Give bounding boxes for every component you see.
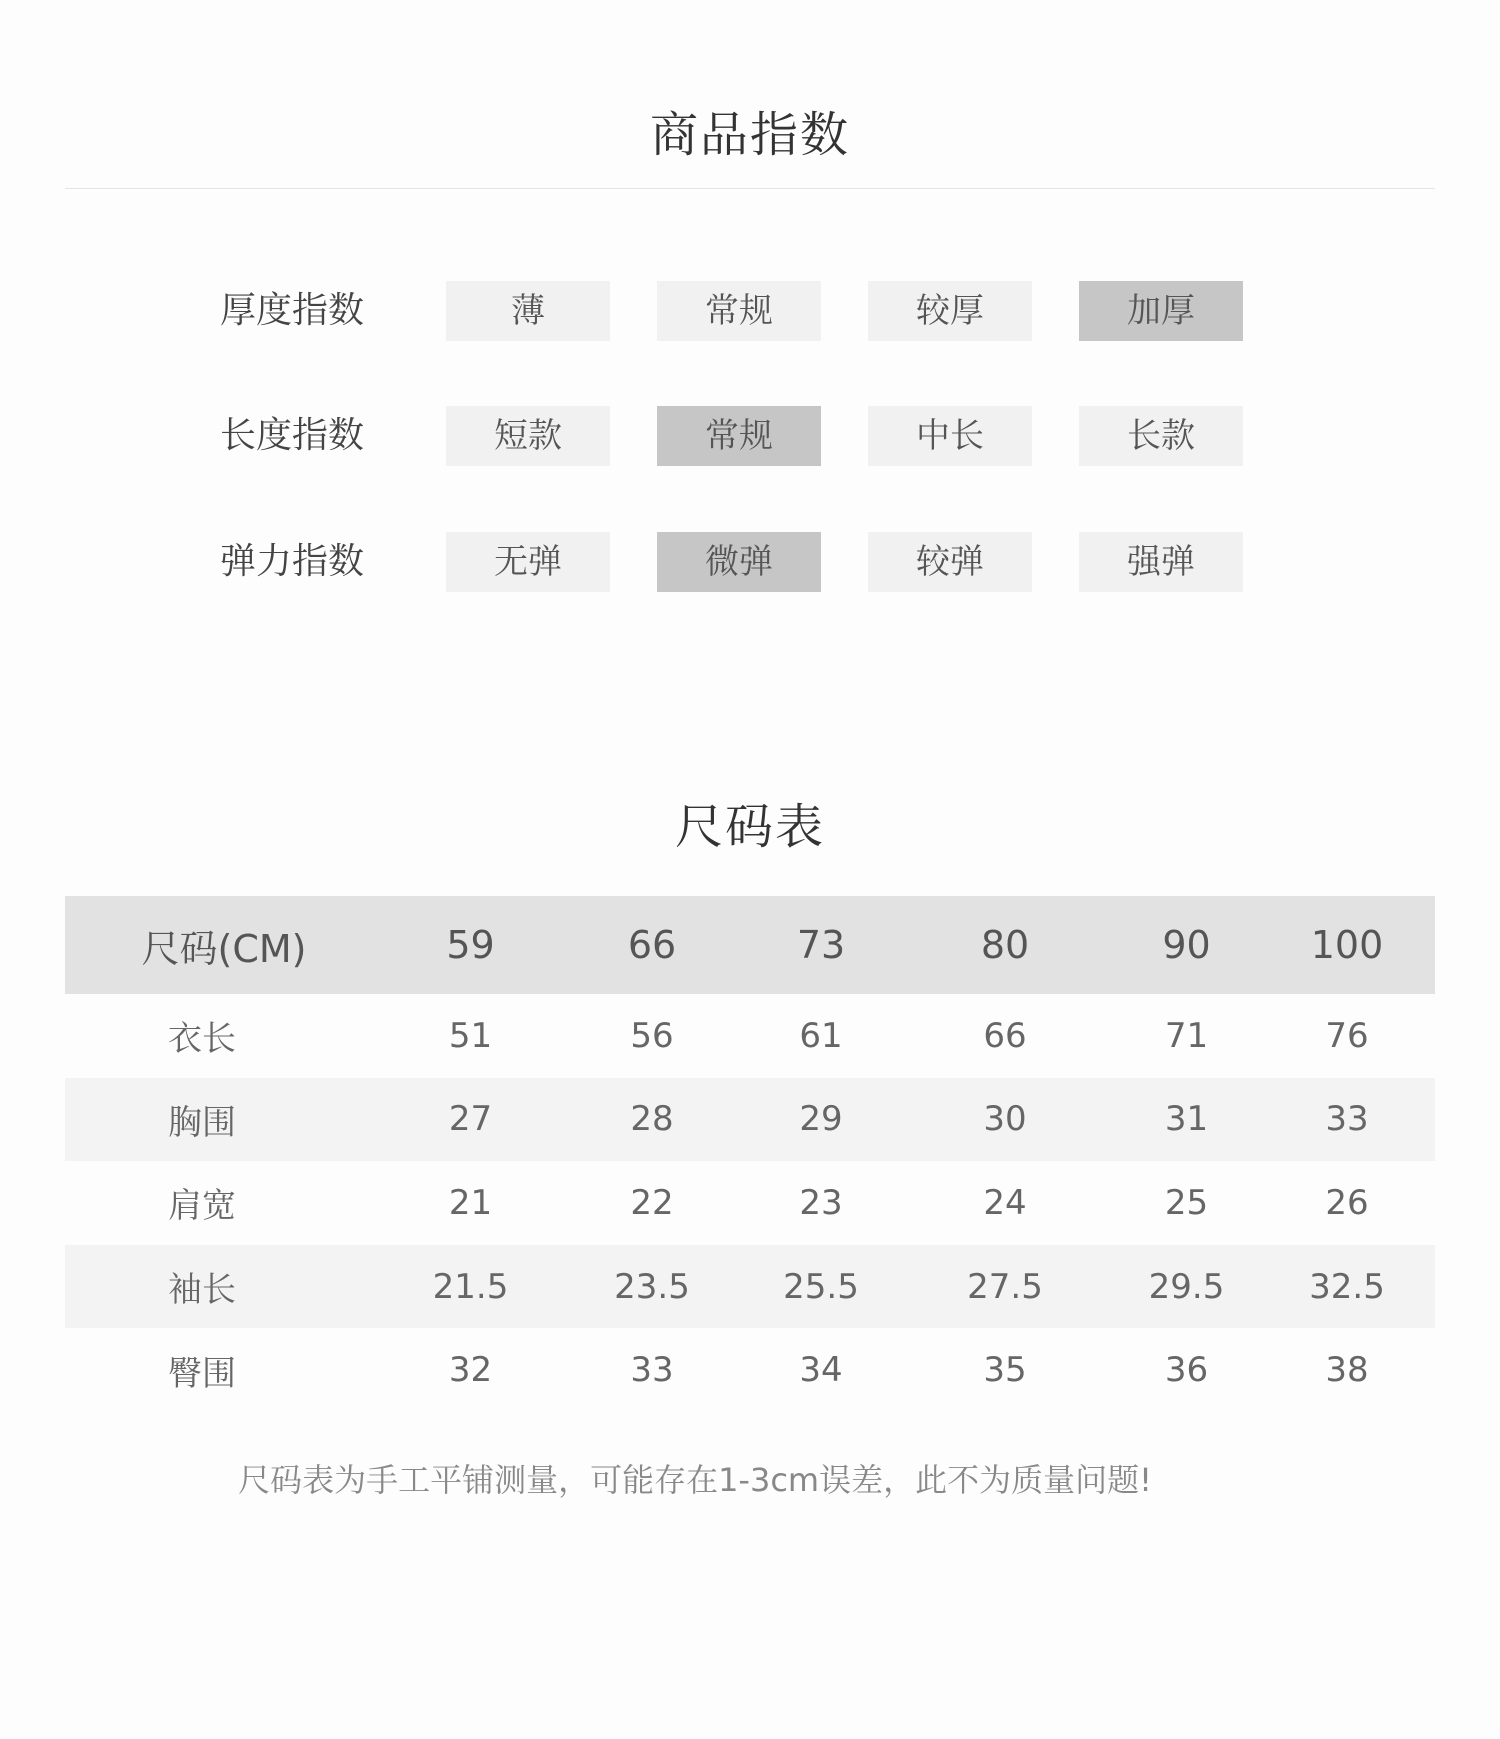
table-cell: 22 <box>630 1182 674 1223</box>
length-option-mid: 中长 <box>868 406 1032 466</box>
table-cell: 33 <box>630 1350 674 1391</box>
thickness-index-row <box>0 281 1500 341</box>
table-row <box>65 1245 1435 1329</box>
table-cell: 31 <box>1164 1099 1209 1140</box>
table-cell: 71 <box>1164 1015 1209 1056</box>
table-cell: 29 <box>799 1099 843 1140</box>
measure-label: 袖长 <box>168 1270 236 1311</box>
elasticity-option-slight: 微弹 <box>657 532 821 592</box>
table-cell: 35 <box>983 1350 1027 1391</box>
table-cell: 25 <box>1164 1182 1209 1223</box>
length-option-long: 长款 <box>1079 406 1243 466</box>
table-cell: 32.5 <box>1309 1266 1385 1307</box>
table-cell: 23.5 <box>614 1266 690 1307</box>
elasticity-option-moderate: 较弹 <box>868 532 1032 592</box>
table-cell: 66 <box>983 1015 1027 1056</box>
size-chart-table <box>65 896 1435 1412</box>
table-cell: 29.5 <box>1148 1266 1225 1307</box>
length-index-row <box>0 406 1500 466</box>
table-cell: 24 <box>983 1182 1027 1223</box>
table-cell: 51 <box>448 1015 493 1056</box>
table-cell: 23 <box>799 1182 843 1223</box>
table-cell: 30 <box>983 1099 1027 1140</box>
elasticity-index-row <box>0 532 1500 592</box>
measurement-note: 尺码表为手工平铺测量，可能存在1-3cm误差，此不为质量问题! <box>238 1461 1152 1499</box>
table-cell: 36 <box>1164 1350 1209 1391</box>
thickness-option-thin: 薄 <box>446 281 610 341</box>
thickness-option-regular: 常规 <box>657 281 821 341</box>
elasticity-index-label: 弹力指数 <box>220 541 365 582</box>
measure-label: 胸围 <box>168 1102 236 1143</box>
length-option-regular: 常规 <box>657 406 821 466</box>
size-header-cell: 100 <box>1310 923 1384 967</box>
measure-label: 肩宽 <box>168 1186 236 1227</box>
elasticity-option-strong: 强弹 <box>1079 532 1243 592</box>
index-section-title: 商品指数 <box>649 107 850 163</box>
table-cell: 28 <box>630 1099 674 1140</box>
elasticity-option-none: 无弹 <box>446 532 610 592</box>
table-cell: 27 <box>448 1099 493 1140</box>
thickness-option-thicker: 较厚 <box>868 281 1032 341</box>
table-row <box>65 1328 1435 1412</box>
section-divider <box>65 188 1435 189</box>
table-row <box>65 994 1435 1078</box>
table-row <box>65 1078 1435 1162</box>
thickness-option-thick: 加厚 <box>1079 281 1243 341</box>
table-cell: 34 <box>799 1350 843 1391</box>
table-cell: 56 <box>630 1015 674 1056</box>
measure-label: 臀围 <box>168 1353 236 1394</box>
size-chart-title: 尺码表 <box>674 799 825 855</box>
table-cell: 21.5 <box>432 1266 509 1307</box>
size-header-cell: 73 <box>796 923 846 967</box>
table-cell: 61 <box>799 1015 843 1056</box>
table-cell: 25.5 <box>783 1266 859 1307</box>
table-cell: 33 <box>1325 1099 1369 1140</box>
measure-label: 衣长 <box>168 1019 236 1060</box>
size-header-cell: 66 <box>627 923 677 967</box>
table-cell: 32 <box>448 1350 493 1391</box>
size-chart-header-row <box>65 896 1435 994</box>
table-cell: 27.5 <box>967 1266 1043 1307</box>
size-header-cell: 59 <box>446 923 495 967</box>
table-cell: 21 <box>448 1182 493 1223</box>
size-header-cell: 90 <box>1162 923 1211 967</box>
table-cell: 26 <box>1325 1182 1369 1223</box>
thickness-index-label: 厚度指数 <box>220 290 365 331</box>
length-index-label: 长度指数 <box>220 415 365 456</box>
table-cell: 76 <box>1325 1015 1369 1056</box>
size-header-cell: 80 <box>980 923 1030 967</box>
length-option-short: 短款 <box>446 406 610 466</box>
table-cell: 38 <box>1325 1350 1369 1391</box>
table-row <box>65 1161 1435 1245</box>
size-header-label: 尺码(CM) <box>141 926 307 971</box>
